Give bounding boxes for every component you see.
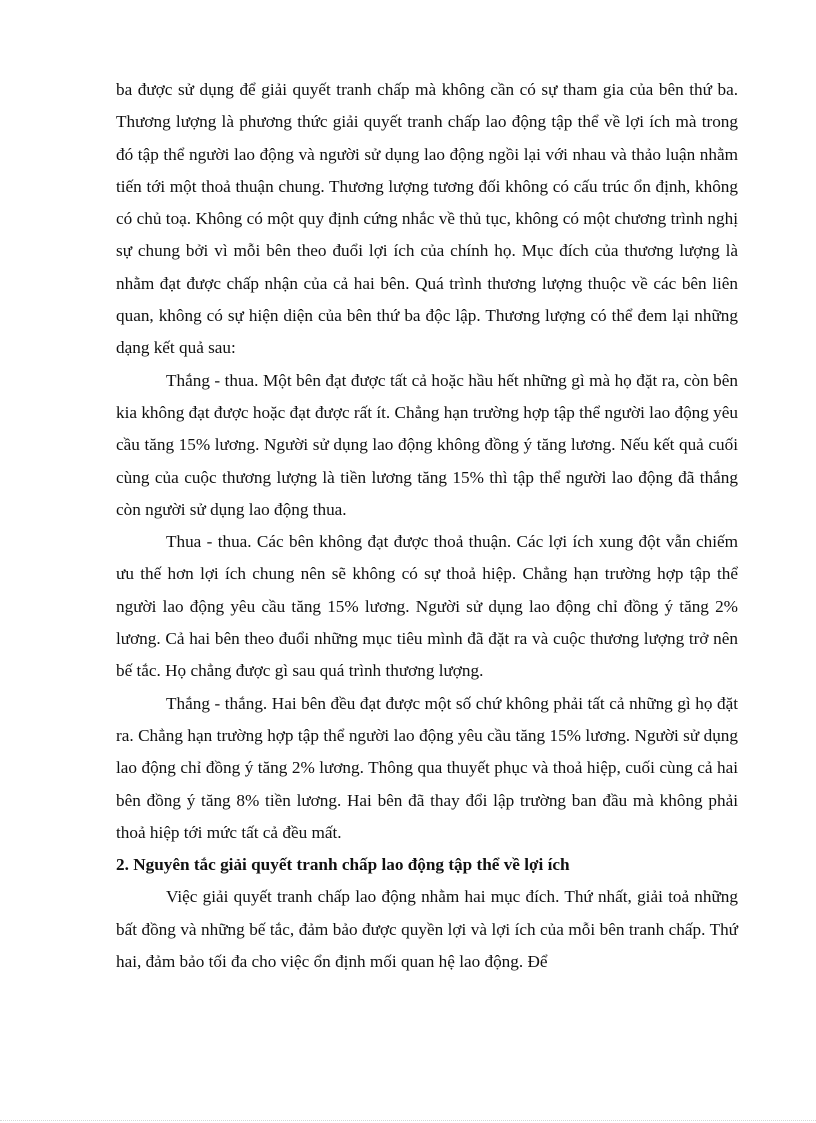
page-bottom-divider xyxy=(0,1120,816,1121)
paragraph-lose-lose: Thua - thua. Các bên không đạt được thoả thuận. Các lợi ích xung đột vẫn chiếm ưu thế hơn lợi ích chung nên sẽ không có sự thoả hiệp. Chẳng hạn trường hợp tập thể người lao động yêu cầu tăng 15% lương. Người sử dụng lao động chỉ đồng ý tăng 2% lương. Cả hai bên theo đuổi những mục tiêu mình đã đặt ra và cuộc thương lượng trở nên bế tắc. Họ chẳng được gì sau quá trình thương lượng. xyxy=(116,532,738,681)
document-body xyxy=(116,74,738,978)
paragraph-dispute-purpose: Việc giải quyết tranh chấp lao động nhằm hai mục đích. Thứ nhất, giải toả những bất đồng và những bế tắc, đảm bảo được quyền lợi và lợi ích của mỗi bên tranh chấp. Thứ hai, đảm bảo tối đa cho việc ổn định mối quan hệ lao động. Để xyxy=(116,887,738,972)
paragraph-negotiation-definition: ba được sử dụng để giải quyết tranh chấp mà không cần có sự tham gia của bên thứ ba. Thương lượng là phương thức giải quyết tranh chấp lao động tập thể về lợi ích mà trong đó tập thể người lao động và người sử dụng lao động ngồi lại với nhau và thảo luận nhằm tiến tới một thoả thuận chung. Thương lượng tương đối không có cấu trúc ổn định, không có chủ toạ. Không có một quy định cứng nhắc về thủ tục, không có một chương trình nghị sự chung bởi vì mỗi bên theo đuổi lợi ích của chính họ. Mục đích của thương lượng là nhằm đạt được chấp nhận của cả hai bên. Quá trình thương lượng thuộc về các bên liên quan, không có sự hiện diện của bên thứ ba độc lập. Thương lượng có thể đem lại những dạng kết quả sau: xyxy=(116,80,738,358)
paragraph-win-lose: Thắng - thua. Một bên đạt được tất cả hoặc hầu hết những gì mà họ đặt ra, còn bên kia không đạt được hoặc đạt được rất ít. Chẳng hạn trường hợp tập thể người lao động yêu cầu tăng 15% lương. Người sử dụng lao động không đồng ý tăng lương. Nếu kết quả cuối cùng của cuộc thương lượng là tiền lương tăng 15% thì tập thể người lao động đã thắng còn người sử dụng lao động thua. xyxy=(116,370,738,519)
section-heading: 2. Nguyên tắc giải quyết tranh chấp lao động tập thể về lợi ích xyxy=(116,855,570,875)
paragraph-win-win: Thắng - thắng. Hai bên đều đạt được một số chứ không phải tất cả những gì họ đặt ra. Chẳng hạn trường hợp tập thể người lao động yêu cầu tăng 15% lương. Người sử dụng lao động chỉ đồng ý tăng 2% lương. Thông qua thuyết phục và thoả hiệp, cuối cùng cả hai bên đồng ý tăng 8% tiền lương. Hai bên đã thay đổi lập trường ban đầu mà không phải thoả hiệp tới mức tất cả đều mất. xyxy=(116,693,738,842)
